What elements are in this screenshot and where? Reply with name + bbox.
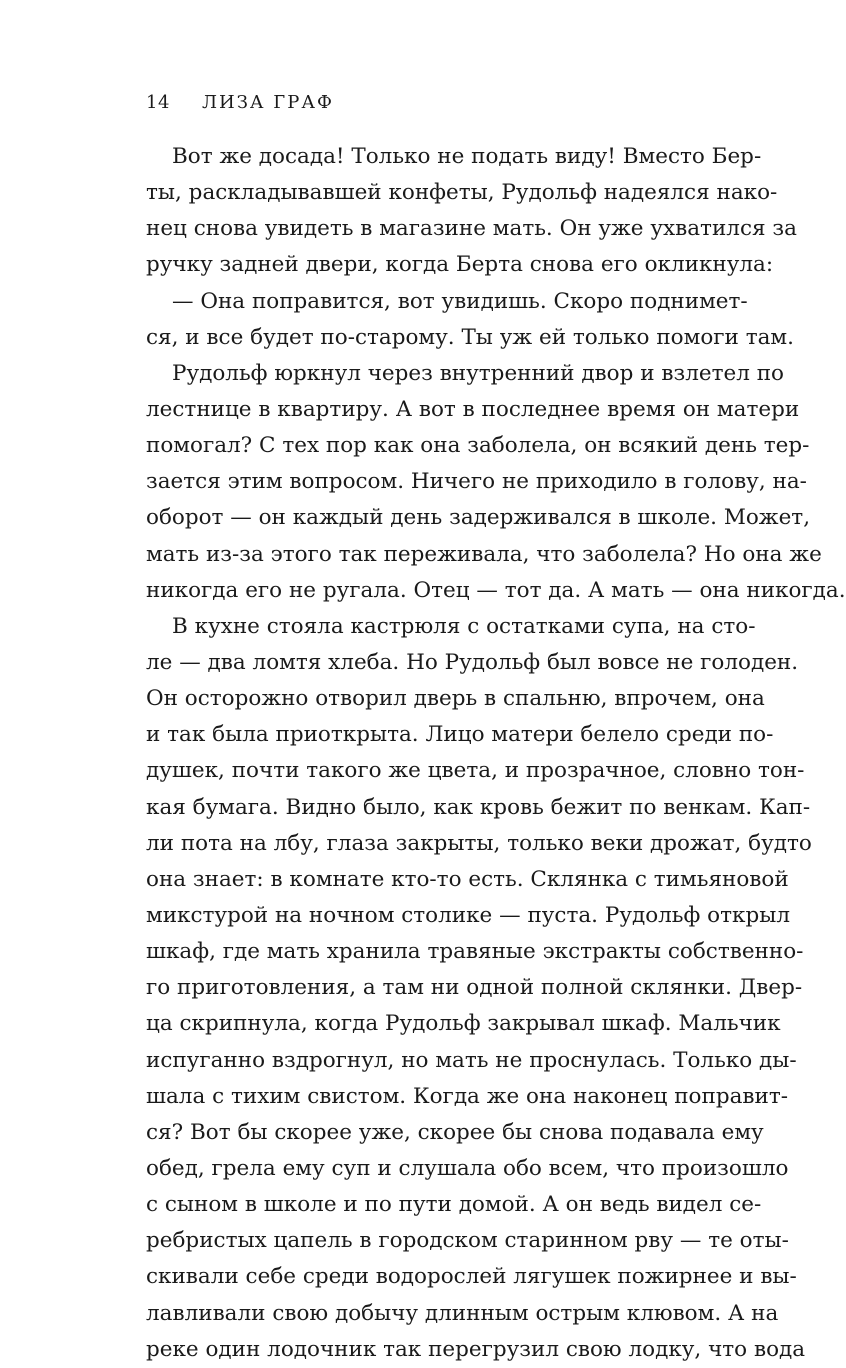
- text-line: она знает: в комнате кто-то есть. Склянка с тимьяновой: [146, 866, 789, 892]
- text-line: нец снова увидеть в магазине мать. Он уже ухватился за: [146, 216, 797, 242]
- body-text: [146, 139, 846, 1368]
- text-line: мать из-за этого так переживала, что заболела? Но она же: [146, 541, 822, 567]
- text-line: никогда его не ругала. Отец — тот да. А мать — она никогда.: [146, 577, 846, 603]
- text-line: реке один лодочник так перегрузил свою лодку, что вода: [146, 1336, 806, 1362]
- text-line: ребристых цапель в городском старинном рву — те оты-: [146, 1228, 789, 1254]
- text-line: лавливали свою добычу длинным острым клювом. А на: [146, 1300, 779, 1326]
- text-line: зается этим вопросом. Ничего не приходило в голову, на-: [146, 469, 807, 495]
- text-line: оборот — он каждый день задерживался в школе. Может,: [146, 505, 811, 531]
- text-line: ца скрипнула, когда Рудольф закрывал шкаф. Мальчик: [146, 1011, 781, 1037]
- text-line: — Она поправится, вот увидишь. Скоро поднимет-: [172, 288, 748, 314]
- text-line: ли пота на лбу, глаза закрыты, только веки дрожат, будто: [146, 830, 812, 856]
- text-line: ручку задней двери, когда Берта снова его окликнула:: [146, 252, 774, 278]
- text-line: помогал? С тех пор как она заболела, он всякий день тер-: [146, 433, 810, 459]
- running-head-author: ЛИЗА ГРАФ: [202, 92, 334, 113]
- text-line: с сыном в школе и по пути домой. А он ведь видел се-: [146, 1192, 762, 1218]
- text-line: обед, грела ему суп и слушала обо всем, что произошло: [146, 1155, 789, 1181]
- text-line: скивали себе среди водорослей лягушек пожирнее и вы-: [146, 1264, 797, 1290]
- text-line: шала с тихим свистом. Когда же она наконец поправит-: [146, 1083, 788, 1109]
- text-line: микстурой на ночном столике — пуста. Рудольф открыл: [146, 902, 790, 928]
- running-head: [146, 92, 334, 113]
- text-line: В кухне стояла кастрюля с остатками супа, на сто-: [172, 613, 756, 639]
- text-line: ся, и все будет по-старому. Ты уж ей только помоги там.: [146, 324, 794, 350]
- text-line: Вот же досада! Только не подать виду! Вместо Бер-: [172, 144, 762, 169]
- text-line: ле — два ломтя хлеба. Но Рудольф был вовсе не голоден.: [146, 649, 799, 675]
- text-line: ты, раскладывавшей конфеты, Рудольф надеялся нако-: [146, 180, 778, 206]
- text-line: Он осторожно отворил дверь в спальню, впрочем, она: [146, 686, 765, 712]
- text-line: душек, почти такого же цвета, и прозрачное, словно тон-: [146, 758, 805, 784]
- text-line: и так была приоткрыта. Лицо матери белело среди по-: [146, 722, 774, 748]
- text-line: го приготовления, а там ни одной полной склянки. Двер-: [146, 975, 803, 1001]
- text-line: лестнице в квартиру. А вот в последнее время он матери: [146, 396, 800, 422]
- text-line: кая бумага. Видно было, как кровь бежит по венкам. Кап-: [146, 794, 811, 820]
- text-line: испуганно вздрогнул, но мать не проснулась. Только ды-: [146, 1047, 797, 1073]
- text-line: шкаф, где мать хранила травяные экстракты собственно-: [146, 939, 804, 965]
- text-line: Рудольф юркнул через внутренний двор и взлетел по: [172, 360, 784, 386]
- page-number: 14: [146, 92, 170, 113]
- text-line: ся? Вот бы скорее уже, скорее бы снова подавала ему: [146, 1119, 764, 1145]
